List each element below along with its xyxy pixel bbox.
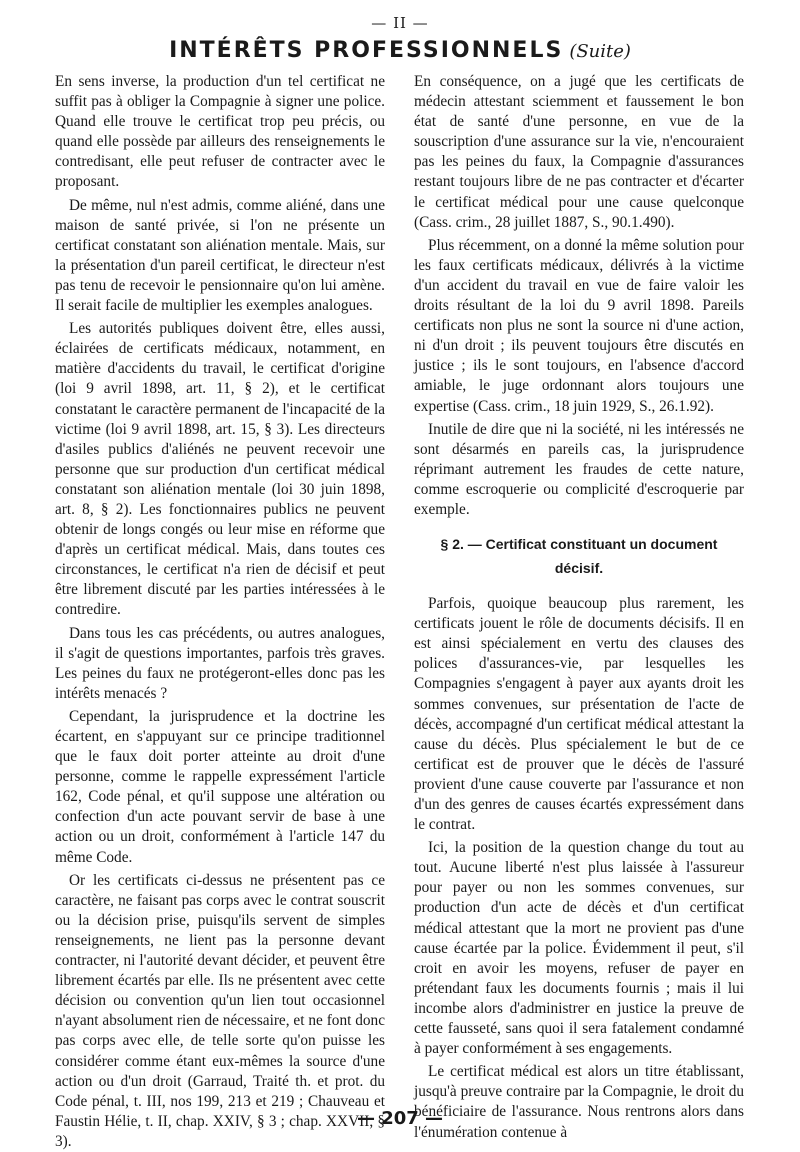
heading-suffix: (Suite) <box>569 41 631 62</box>
paragraph: Dans tous les cas précédents, ou autres analogues, il s'agit de questions importantes, parfois très graves. Les peines du faux ne protégeront-elles donc pas les intérêts menacés ? <box>55 624 385 702</box>
paragraph: De même, nul n'est admis, comme aliéné, dans une maison de santé privée, si l'on ne présente un certificat constatant son aliénation mentale. Mais, sur la présentation d'un pareil certificat, le directeur n'est pas tenu de recevoir le pensionnaire qu'on lui amène. Il serait facile de multiplier les exemples analogues. <box>55 196 385 315</box>
page-heading <box>0 38 800 63</box>
paragraph: Or les certificats ci-dessus ne présentent pas ce caractère, ne faisant pas corps avec le contrat souscrit ou la décision prise, puisqu'ils servent de simples renseignements, ne lient pas la personne devant contracter, ni l'autorité devant décider, et peuvent être librement écartés par elle. Ils ne présentent avec cette décision ou convention qu'un lien tout occasionnel n'ayant absolument rien de nécessaire, et ne font donc pas corps avec elle, de telle sorte qu'on puisse les considérer comme étant eux-mêmes la source d'une action ou d'un droit (Garraud, Traité th. et prot. du Code pénal, t. III, nos 199, 213 et 219 ; Chauveau et Faustin Hélie, t. II, chap. XXIV, § 3 ; chap. XXVII, § 3). <box>55 871 385 1150</box>
right-column <box>414 72 744 1143</box>
paragraph: Les autorités publiques doivent être, elles aussi, éclairées de certificats médicaux, notamment, en matière d'accidents du travail, le certificat d'origine (loi 9 avril 1898, art. 11, § 2), et le certificat constatant le caractère permanent de l'incapacité de la victime (loi 9 avril 1898, art. 15, § 3). Les directeurs d'asiles publics d'aliénés ne peuvent recevoir une personne que sur production d'un certificat médical constatant son aliénation mentale (loi 30 juin 1898, art. 8, § 2). Les fonctionnaires publics ne peuvent obtenir de longs congés ou leur mise en réforme que d'après un certificat médical. Mais, dans toutes ces circonstances, le certificat n'a rien de décisif et peut être librement discuté par les parties intéressées à le contredire. <box>55 320 385 619</box>
paragraph: En sens inverse, la production d'un tel certificat ne suffit pas à obliger la Compagnie à signer une police. Quand elle trouve le certificat trop peu précis, ou quand elle possède par ailleurs des renseignements le contredisant, elle peut refuser de contracter avec le proposant. <box>55 73 385 191</box>
paragraph: Inutile de dire que ni la société, ni les intéressés ne sont désarmés en pareils cas, la jurisprudence réprimant autrement les fraudes de cette nature, comme escroquerie ou complicité d'escroquerie par exemple. <box>414 420 744 518</box>
left-column <box>55 72 385 1152</box>
paragraph: Plus récemment, on a donné la même solution pour les faux certificats médicaux, délivrés à la victime d'un accident du travail en vue de faire valoir les droits résultant de la loi du 9 avril 1898. Pareils certificats non plus ne sont la source ni d'une action, ni d'un droit ; ils peuvent toujours être discutés en justice ; ils le sont toujours, en l'absence d'accord amiable, le juge ordonnant alors toujours une expertise (Cass. crim., 18 juin 1929, S., 26.1.92). <box>414 236 744 415</box>
section-heading-line: décisif. <box>554 560 604 577</box>
paragraph: Cependant, la jurisprudence et la doctrine les écartent, en s'appuyant sur ce principe traditionnel que le faux doit porter atteinte au droit d'une personne, comme le rappelle expressément l'article 162, Code pénal, et qu'il suppose une altération ou confection d'un acte pouvant servir de base à une action ou un droit, conformément à l'article 147 du même Code. <box>55 707 385 866</box>
paragraph: Ici, la position de la question change du tout au tout. Aucune liberté n'est plus laissée à l'assureur pour payer ou non les sommes convenues, sur production d'un acte de décès et d'un certificat médical attestant que la mort ne provient pas d'une cause écartée par la police. Évidemment il peut, s'il croit en avoir les moyens, refuser de payer en prétendant faux les documents fournis ; mais il lui incombe alors d'administrer en justice la preuve de cette fausseté, sans quoi il sera fatalement condamné à payer conformément à ses engagements. <box>414 839 744 1058</box>
page-number: — 207 — <box>356 1108 444 1129</box>
heading-title: INTÉRÊTS PROFESSIONNELS <box>169 38 564 63</box>
page-numeral: — II — <box>371 14 429 32</box>
section-heading <box>414 532 744 580</box>
paragraph: Le certificat médical est alors un titre établissant, jusqu'à preuve contraire par la Compagnie, le droit du bénéficiaire de l'assurance. Nous rentrons alors dans l'énumération contenue à <box>414 1063 744 1141</box>
section-heading-line: § 2. — Certificat constituant un document <box>440 536 718 553</box>
paragraph: Parfois, quoique beaucoup plus rarement, les certificats jouent le rôle de documents décisifs. Il en est ainsi spécialement en vertu des clauses des polices d'assurances-vie, par lesquelles les Compagnies s'engagent à payer aux ayants droit les sommes convenues, sur présentation de l'acte de décès, accompagné d'un certificat médical attestant la cause du décès. Plus spécialement le but de ce certificat est de prouver que le décès de l'assuré provient d'une cause couverte par l'assurance et non d'un des genres de causes écartés expressément dans le contrat. <box>414 595 744 834</box>
paragraph: En conséquence, on a jugé que les certificats de médecin attestant sciemment et faussement le bon état de santé d'une personne, en vue de la souscription d'une assurance sur la vie, n'encouraient pas les peines du faux, la Compagnie d'assurances restant toujours libre de ne pas contracter et d'écarter le certificat médical pour une cause quelconque (Cass. crim., 28 juillet 1887, S., 90.1.490). <box>414 73 744 231</box>
